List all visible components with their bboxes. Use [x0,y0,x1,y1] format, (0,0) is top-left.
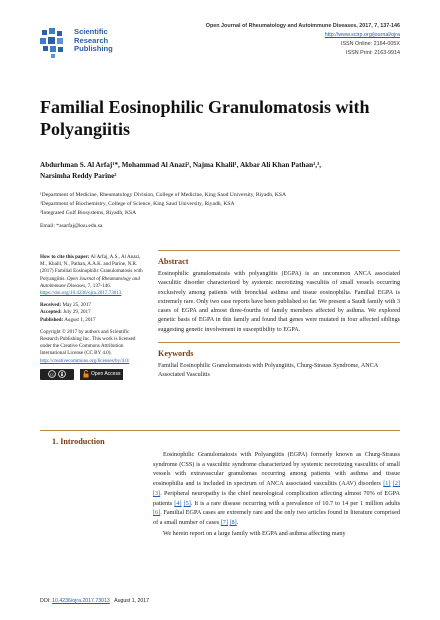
intro-rule [40,430,400,431]
footer-date: August 1, 2017 [114,598,150,604]
license-badges [40,369,148,380]
copyright-notice [40,329,148,380]
keywords-rule [158,342,400,343]
corresponding-email: Email: *asarfaj@ksu.edu.sa [40,223,103,229]
intro-text-c: . It is a rare disease occurring with a prevalence of 10.7 to 14 per 1 million adults [190,499,401,507]
publisher-word-1: Scientific [74,27,108,36]
doi-label: DOI: [40,598,53,604]
introduction-heading: 1. Introduction [52,437,105,446]
ref-link[interactable]: [6] [153,509,161,517]
ref-link[interactable]: [7] [220,518,228,526]
authors-line-2: Narsimha Reddy Parine² [40,172,117,180]
license-link[interactable]: http://creativecommons.org/licenses/by/4.0/ [40,357,130,364]
abstract-rule [158,250,400,251]
journal-line: Open Journal of Rheumatology and Autoimmune Diseases, 2017, 7, 137-146 [205,23,400,29]
publisher-word-2: Research [74,35,109,45]
accepted-label: Accepted: [40,309,62,316]
received-date: May 25, 2017 [62,302,91,309]
page-footer [40,598,400,604]
intro-paragraph-1 [153,450,400,528]
page-header [40,22,400,68]
intro-paragraph-2: We herein report on a large family with EGPA and asthma affecting many [163,529,346,537]
publisher-word-3: Publishing [74,44,113,54]
introduction-body [153,450,400,538]
attribution-icon [58,370,66,378]
article-title: Familial Eosinophilic Granulomatosis with Polyangiitis [40,97,370,139]
keywords-heading: Keywords [158,349,194,359]
cite-doi-link[interactable]: https://doi.org/10.4236/ojra.2017.73013 [40,290,122,297]
ref-link[interactable]: [5] [183,499,191,507]
abstract-text: Eosinophilic granulomatosis with polyangiitis (EGPA) is an uncommon ANCA associated vasculitic disorder characterized by systemic necrotizing vasculitis of small vessels occurring exclusively among patients with bronchial asthma and tissue eosinophilia. Familial EGPA is extremely rare. Only two case reports have been published so far. We present a Saudi family with 3 cases of EGPA and almost three-fourths of family members affected by asthma. We explored genetic basis of EGPA in this family and found that genes were mutated in four affected siblings suggesting genetic involvement in susceptibility to EGPA. [158,271,400,333]
journal-url-link[interactable]: http://www.scirp.org/journal/ojra [324,32,400,38]
open-access-badge[interactable] [80,369,123,380]
publisher-name [74,28,113,54]
published-date: August 1, 2017 [64,316,96,323]
cite-authors: Al Arfaj, A.S., Al Anazi, M., Khalil, N., Pathan, A.A.K. and Parine, N.R. (2017) Familial Eosinophilic Granulomatosis with Polyangiitis. [40,254,143,282]
svg-text:cc: cc [50,372,54,377]
affiliation-3: ³Integrated Gulf Biosystems, Riyadh, KSA [40,210,137,217]
intro-text-b: . Peripheral neuropathy is the chief neurological complication affecting almost 70% of EGPA patients [153,489,400,507]
citation-sidebar [40,254,148,385]
publisher-logo[interactable] [40,24,160,64]
affiliation-2: ²Department of Biochemistry, College of Science, King Saud University, Riyadh, KSA [40,201,235,208]
intro-text-a: Eosinophilic Granulomatosis with Polyangiitis (EGPA) formerly known as Churg-Strauss syndrome (CSS) is a vasculitic syndrome characterized by systemic necrotizing vasculitis of small vessels with extravascular granulomas occurring among patients with asthma and tissue eosinophilia and is included in spectrum of ANCA associated vasculitis (AAV) disorders [153,451,400,488]
cite-journal: Open Journal of Rheumatology and Autoimmune Diseases [40,275,140,289]
issn-print: ISSN Print: 2163-9914 [346,50,400,56]
copyright-text: Copyright © 2017 by authors and Scientific Research Publishing Inc. This work is licensed under the Creative Commons Attribution International License (CC BY 4.0). [40,328,136,357]
introduction-section [40,430,400,539]
scirp-logo-icon [40,28,68,58]
issn-online: ISSN Online: 2164-005X [340,41,400,47]
ref-link[interactable]: [1] [383,480,391,488]
intro-text-d: . Familial EGPA cases are extremely rare and the only two articles found in literature comprised of a small number of cases [153,509,400,526]
author-list [40,160,400,182]
abstract-heading: Abstract [158,257,189,266]
ref-link[interactable]: [2] [392,480,400,488]
open-lock-icon [83,370,89,378]
abstract-column [158,250,400,381]
ref-link[interactable]: [4] [174,499,182,507]
cite-volume: , 7, 137-146. [85,282,112,289]
article-dates [40,302,148,324]
received-label: Received: [40,302,62,309]
affiliation-1: ¹Department of Medicine, Rheumatology Division, College of Medicine, King Saud University, Riyadh, KSA [40,192,287,198]
keywords-text: Familial Eosinophilic Granulomatosis with Polyangiitis, Churg-Strauss Syndrome, ANCA Associated Vasculitis [158,363,378,379]
cc-by-license-badge[interactable] [40,369,74,380]
ref-link[interactable]: [8] [229,518,237,526]
creative-commons-icon [48,370,56,378]
authors-line-1: Abdurhman S. Al Arfaj¹*, Mohammad Al Anazi², Najma Khalil¹, Akbar Ali Khan Pathan²,³, [40,161,322,169]
journal-info [206,22,400,58]
open-access-label: Open Access [91,370,121,377]
ref-link[interactable]: [3] [153,489,161,497]
affiliations [40,191,400,219]
cite-heading: How to cite this paper: [40,254,90,260]
how-to-cite [40,254,148,297]
intro-text-e: . [236,518,239,526]
published-label: Published: [40,316,64,323]
accepted-date: July 29, 2017 [63,309,91,316]
footer-doi-link[interactable]: 10.4236/ojra.2017.73013 [52,598,110,604]
